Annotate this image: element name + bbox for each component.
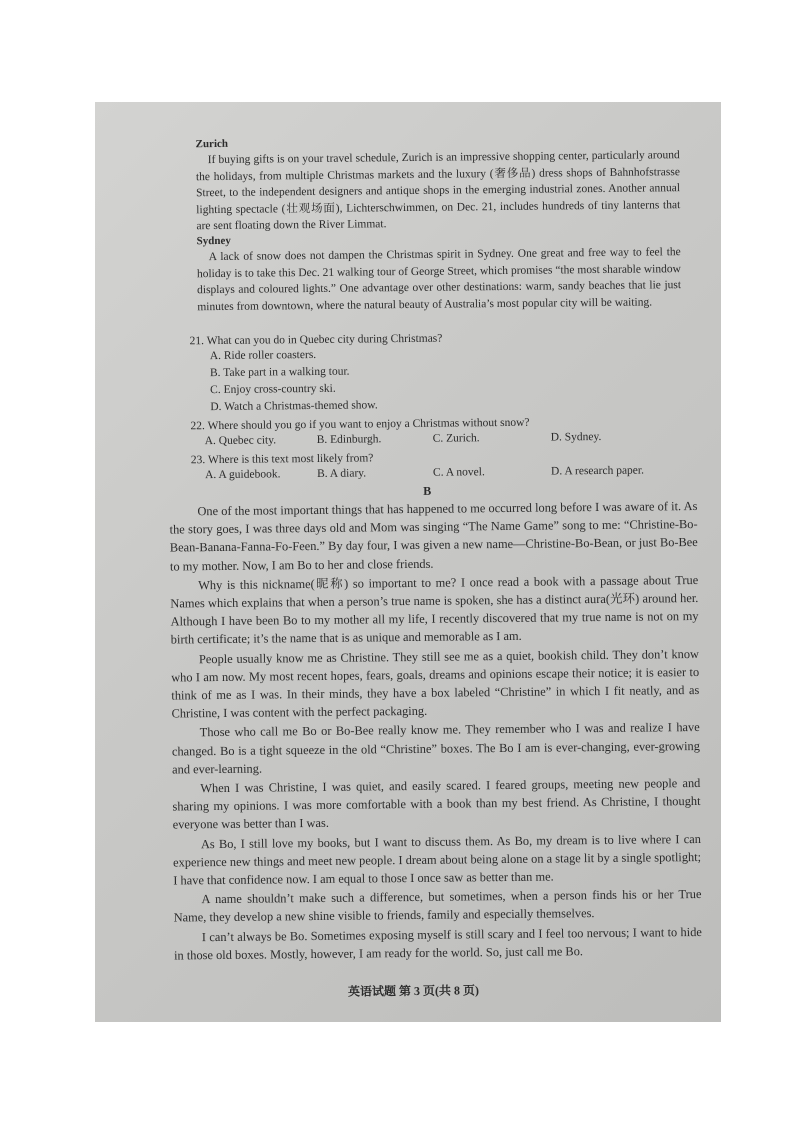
q22-option-d: D. Sydney. — [550, 430, 602, 444]
q22-option-b: B. Edinburgh. — [316, 433, 382, 446]
passage-b-paragraph: People usually know me as Christine. They still see me as a quiet, bookish child. They don’t know who I am now. My most recent hopes, fears, goals, dreams and opinions escape their notice; it is easier to think of me as I was. In their minds, they have a box labeled “Christine” in which I fit neatly, and as Christine, I was content with the perfect packaging. — [171, 646, 700, 721]
passage-b-paragraph: I can’t always be Bo. Sometimes exposing myself is still scary and I feel too nervous; I want to hide in those old boxes. Mostly, however, I am ready for the world. So, just call me Bo. — [173, 924, 702, 963]
question-22: 22. Where should you go if you want to enjoy a Christmas without snow? — [190, 416, 530, 433]
zurich-paragraph — [196, 147, 681, 235]
sydney-heading: Sydney — [196, 234, 231, 248]
exam-sheet — [95, 102, 721, 1022]
q21-option-a: A. Ride roller coasters. — [209, 348, 317, 363]
q21-option-d: D. Watch a Christmas-themed show. — [210, 399, 378, 414]
passage-b-paragraph: One of the most important things that has happened to me occurred long before I was aware of it. As the story goes, I was three days old and Mom was singing “The Name Game” song to me: “Christine-Bo-Bean-Banana-Fanna-Fo-Feen.” By day four, I was given a new name—Christine-Bo-Bean, or just Bo-Bee to my mother. Now, I am Bo to her and close friends. — [169, 498, 698, 574]
sydney-paragraph — [197, 244, 682, 315]
question-23: 23. Where is this text most likely from? — [190, 452, 374, 467]
question-21: 21. What can you do in Quebec city during Christmas? — [189, 332, 443, 348]
zurich-heading: Zurich — [195, 137, 229, 151]
passage-b-paragraph: When I was Christine, I was quiet, and easily scared. I feared groups, meeting new people and sharing my opinions. I was more comfortable with a book than my best friend. As Christine, I thought everyone was better than I was. — [172, 776, 701, 832]
section-b-label: B — [423, 483, 432, 498]
passage-b-paragraph: Why is this nickname(昵称) so important to me? I once read a book with a passage about True Names which explains that when a person’s true name is spoken, she has a distinct aura(光环) around her. Although I have been Bo to my mother all my life, I recently discovered that my true name is not on my birth certificate; it’s the name that is as unique and memorable as I am. — [170, 572, 699, 647]
q23-option-a: A. A guidebook. — [204, 468, 281, 482]
passage-b-paragraph: A name shouldn’t make such a difference, but sometimes, when a person finds his or her True Name, they develop a new shine visible to friends, family and especially themselves. — [173, 887, 702, 925]
passage-b-paragraph: As Bo, I still love my books, but I want to discuss them. As Bo, my dream is to live where I can experience new things and meet new people. I dream about being alone on a stage lit by a single spotlight; I have that confidence now. I am equal to those I once saw as better than me. — [173, 831, 702, 888]
passage-b — [169, 497, 702, 966]
passage-b-paragraph: Those who call me Bo or Bo-Bee really know me. They remember who I was and realize I have changed. Bo is a tight squeeze in the old “Christine” boxes. The Bo I am is ever-changing, ever-growing and ever-learning. — [171, 720, 700, 777]
q21-option-b: B. Take part in a walking tour. — [209, 365, 350, 380]
q22-option-a: A. Quebec city. — [204, 434, 277, 448]
q23-option-d: D. A research paper. — [550, 464, 645, 478]
q23-option-c: C. A novel. — [432, 466, 485, 479]
photographed-page — [95, 102, 721, 1022]
q21-option-c: C. Enjoy cross-country ski. — [210, 382, 336, 397]
zurich-text: If buying gifts is on your travel schedule, Zurich is an impressive shopping center, particularly around the holidays, from multiple Christmas markets and the luxury (奢侈品) dress shops of Bahnhofstrasse Street, to the independent designers and antique shops in the emerging industrial zones. Another annual lighting spectacle (壮观场面), Lichterschwimmen, on Dec. 21, includes hundreds of tiny lanterns that are sent floating down the River Limmat. — [195, 149, 681, 233]
q23-option-b: B. A diary. — [316, 467, 367, 480]
sydney-text: A lack of snow does not dampen the Christmas spirit in Sydney. One great and free way to feel the holiday is to take this Dec. 21 walking tour of George Street, which promises “the most sharable window displays and coloured lights.” One advantage over other destinations: warm, sandy beaches that lie just minutes from downtown, where the natural beauty of Australia’s most popular city will be waiting. — [196, 246, 682, 313]
q22-option-c: C. Zurich. — [432, 432, 480, 445]
page-footer: 英语试题 第 3 页(共 8 页) — [347, 983, 480, 999]
